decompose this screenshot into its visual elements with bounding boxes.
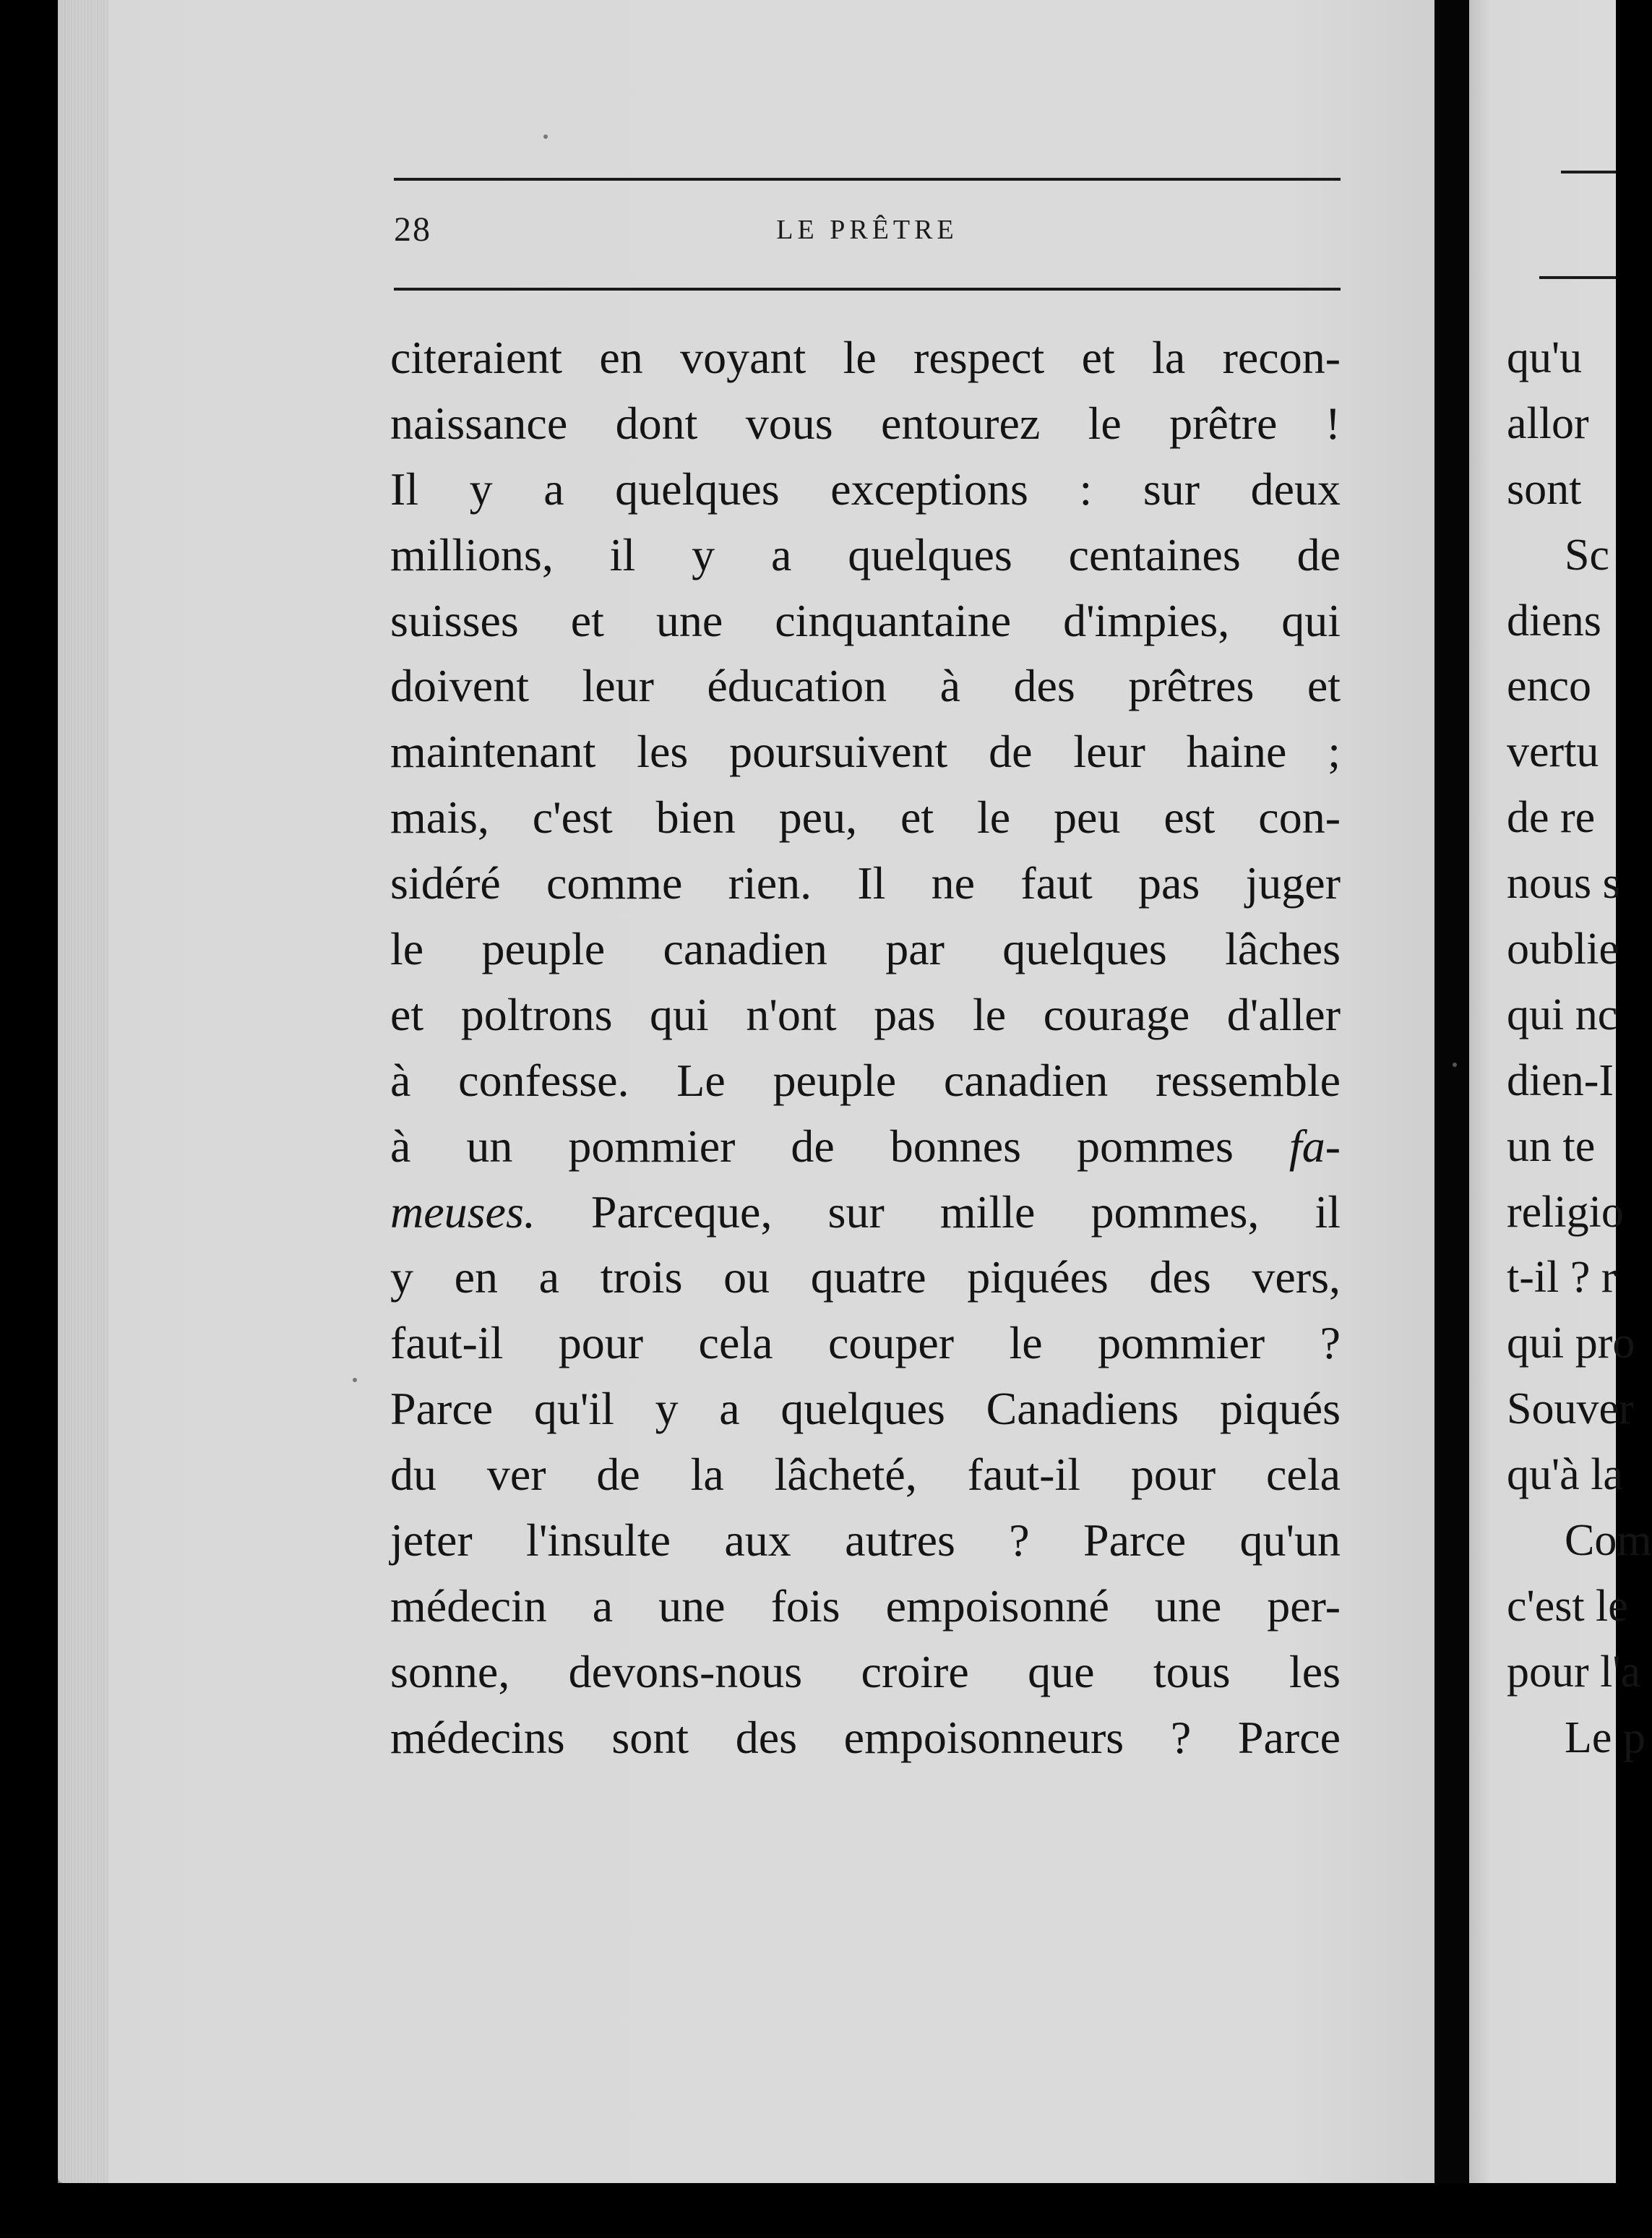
text-line-with-italic: à un pommier de bonnes pommes fa- [390, 1120, 1341, 1172]
text-line: maintenant les poursuivent de leur haine ; [390, 726, 1341, 778]
scan-speck [543, 134, 548, 139]
text-line: faut-il pour cela couper le pommier ? [390, 1317, 1341, 1369]
text-line: suisses et une cinquantaine d'impies, qui [390, 594, 1341, 646]
text-line: jeter l'insulte aux autres ? Parce qu'un [390, 1514, 1341, 1566]
text-line: sonne, devons-nous croire que tous les [390, 1645, 1341, 1697]
italic-word: meuses. [390, 1186, 535, 1238]
right-text-line: qui pro [1507, 1319, 1635, 1368]
right-text-line: un te [1507, 1121, 1596, 1171]
right-text-line: diens [1507, 596, 1601, 646]
right-text-line: de re [1507, 793, 1596, 843]
right-text-line: t-il ? r [1507, 1253, 1617, 1303]
text-line: à confesse. Le peuple canadien ressemble [390, 1054, 1341, 1106]
header-rule-top [394, 178, 1341, 181]
text-line: sidéré comme rien. Il ne faut pas juger [390, 857, 1341, 909]
right-text-line: enco [1507, 661, 1592, 711]
header-rule-bottom [394, 288, 1341, 291]
text-line: médecin a une fois empoisonné une per- [390, 1579, 1341, 1632]
right-text-line: pour l'a [1507, 1647, 1641, 1697]
right-text-line: Souver [1507, 1384, 1634, 1434]
running-title: LE PRÊTRE [776, 215, 958, 245]
scan-speck [353, 1378, 357, 1382]
right-text-line: sont [1507, 464, 1582, 514]
text-line: citeraient en voyant le respect et la recon- [390, 332, 1341, 383]
text-line: naissance dont vous entourez le prêtre ! [390, 397, 1341, 449]
right-text-line: religio [1507, 1187, 1624, 1237]
page-edge-stack [58, 0, 108, 2183]
right-header-rule-bottom [1539, 276, 1616, 279]
running-head [394, 210, 1341, 260]
right-header-rule-top [1561, 171, 1616, 173]
text-line: Il y a quelques exceptions : sur deux [390, 463, 1341, 515]
text-line: le peuple canadien par quelques lâches [390, 923, 1341, 975]
right-text-line: dien-I [1507, 1055, 1614, 1105]
right-text-line: Sc [1565, 530, 1609, 580]
scan-speck [1453, 1063, 1457, 1067]
right-text-line: oublie [1507, 925, 1619, 974]
right-text-line: qui nc [1507, 990, 1618, 1039]
right-text-line: Le p [1565, 1712, 1645, 1762]
text-line: mais, c'est bien peu, et le peu est con- [390, 792, 1341, 844]
body-text [390, 325, 1341, 1771]
page-number: 28 [394, 210, 431, 249]
text-line: doivent leur éducation à des prêtres et [390, 660, 1341, 712]
text-line: médecins sont des empoisonneurs ? Parce [390, 1711, 1341, 1763]
right-text-line: nous s [1507, 859, 1620, 909]
right-text-line: vertu [1507, 727, 1599, 777]
text-line: millions, il y a quelques centaines de [390, 528, 1341, 580]
text-line-with-italic: meuses. Parceque, sur mille pommes, il [390, 1186, 1341, 1238]
right-text-line: qu'à la [1507, 1450, 1623, 1500]
text-line: du ver de la lâcheté, faut-il pour cela [390, 1449, 1341, 1501]
italic-word: fa- [1289, 1120, 1341, 1172]
scan-border-bottom [0, 2183, 1616, 2238]
text-line: et poltrons qui n'ont pas le courage d'aller [390, 988, 1341, 1040]
right-text-line: qu'u [1507, 333, 1583, 382]
right-text-line: allor [1507, 398, 1589, 448]
text-line: y en a trois ou quatre piquées des vers, [390, 1251, 1341, 1303]
right-text-line: Com [1565, 1516, 1652, 1566]
right-text-line: c'est le [1507, 1581, 1628, 1631]
text-line: Parce qu'il y a quelques Canadiens piqués [390, 1383, 1341, 1435]
book-spine-gutter [1434, 0, 1469, 2238]
right-page-text [1507, 325, 1652, 1771]
